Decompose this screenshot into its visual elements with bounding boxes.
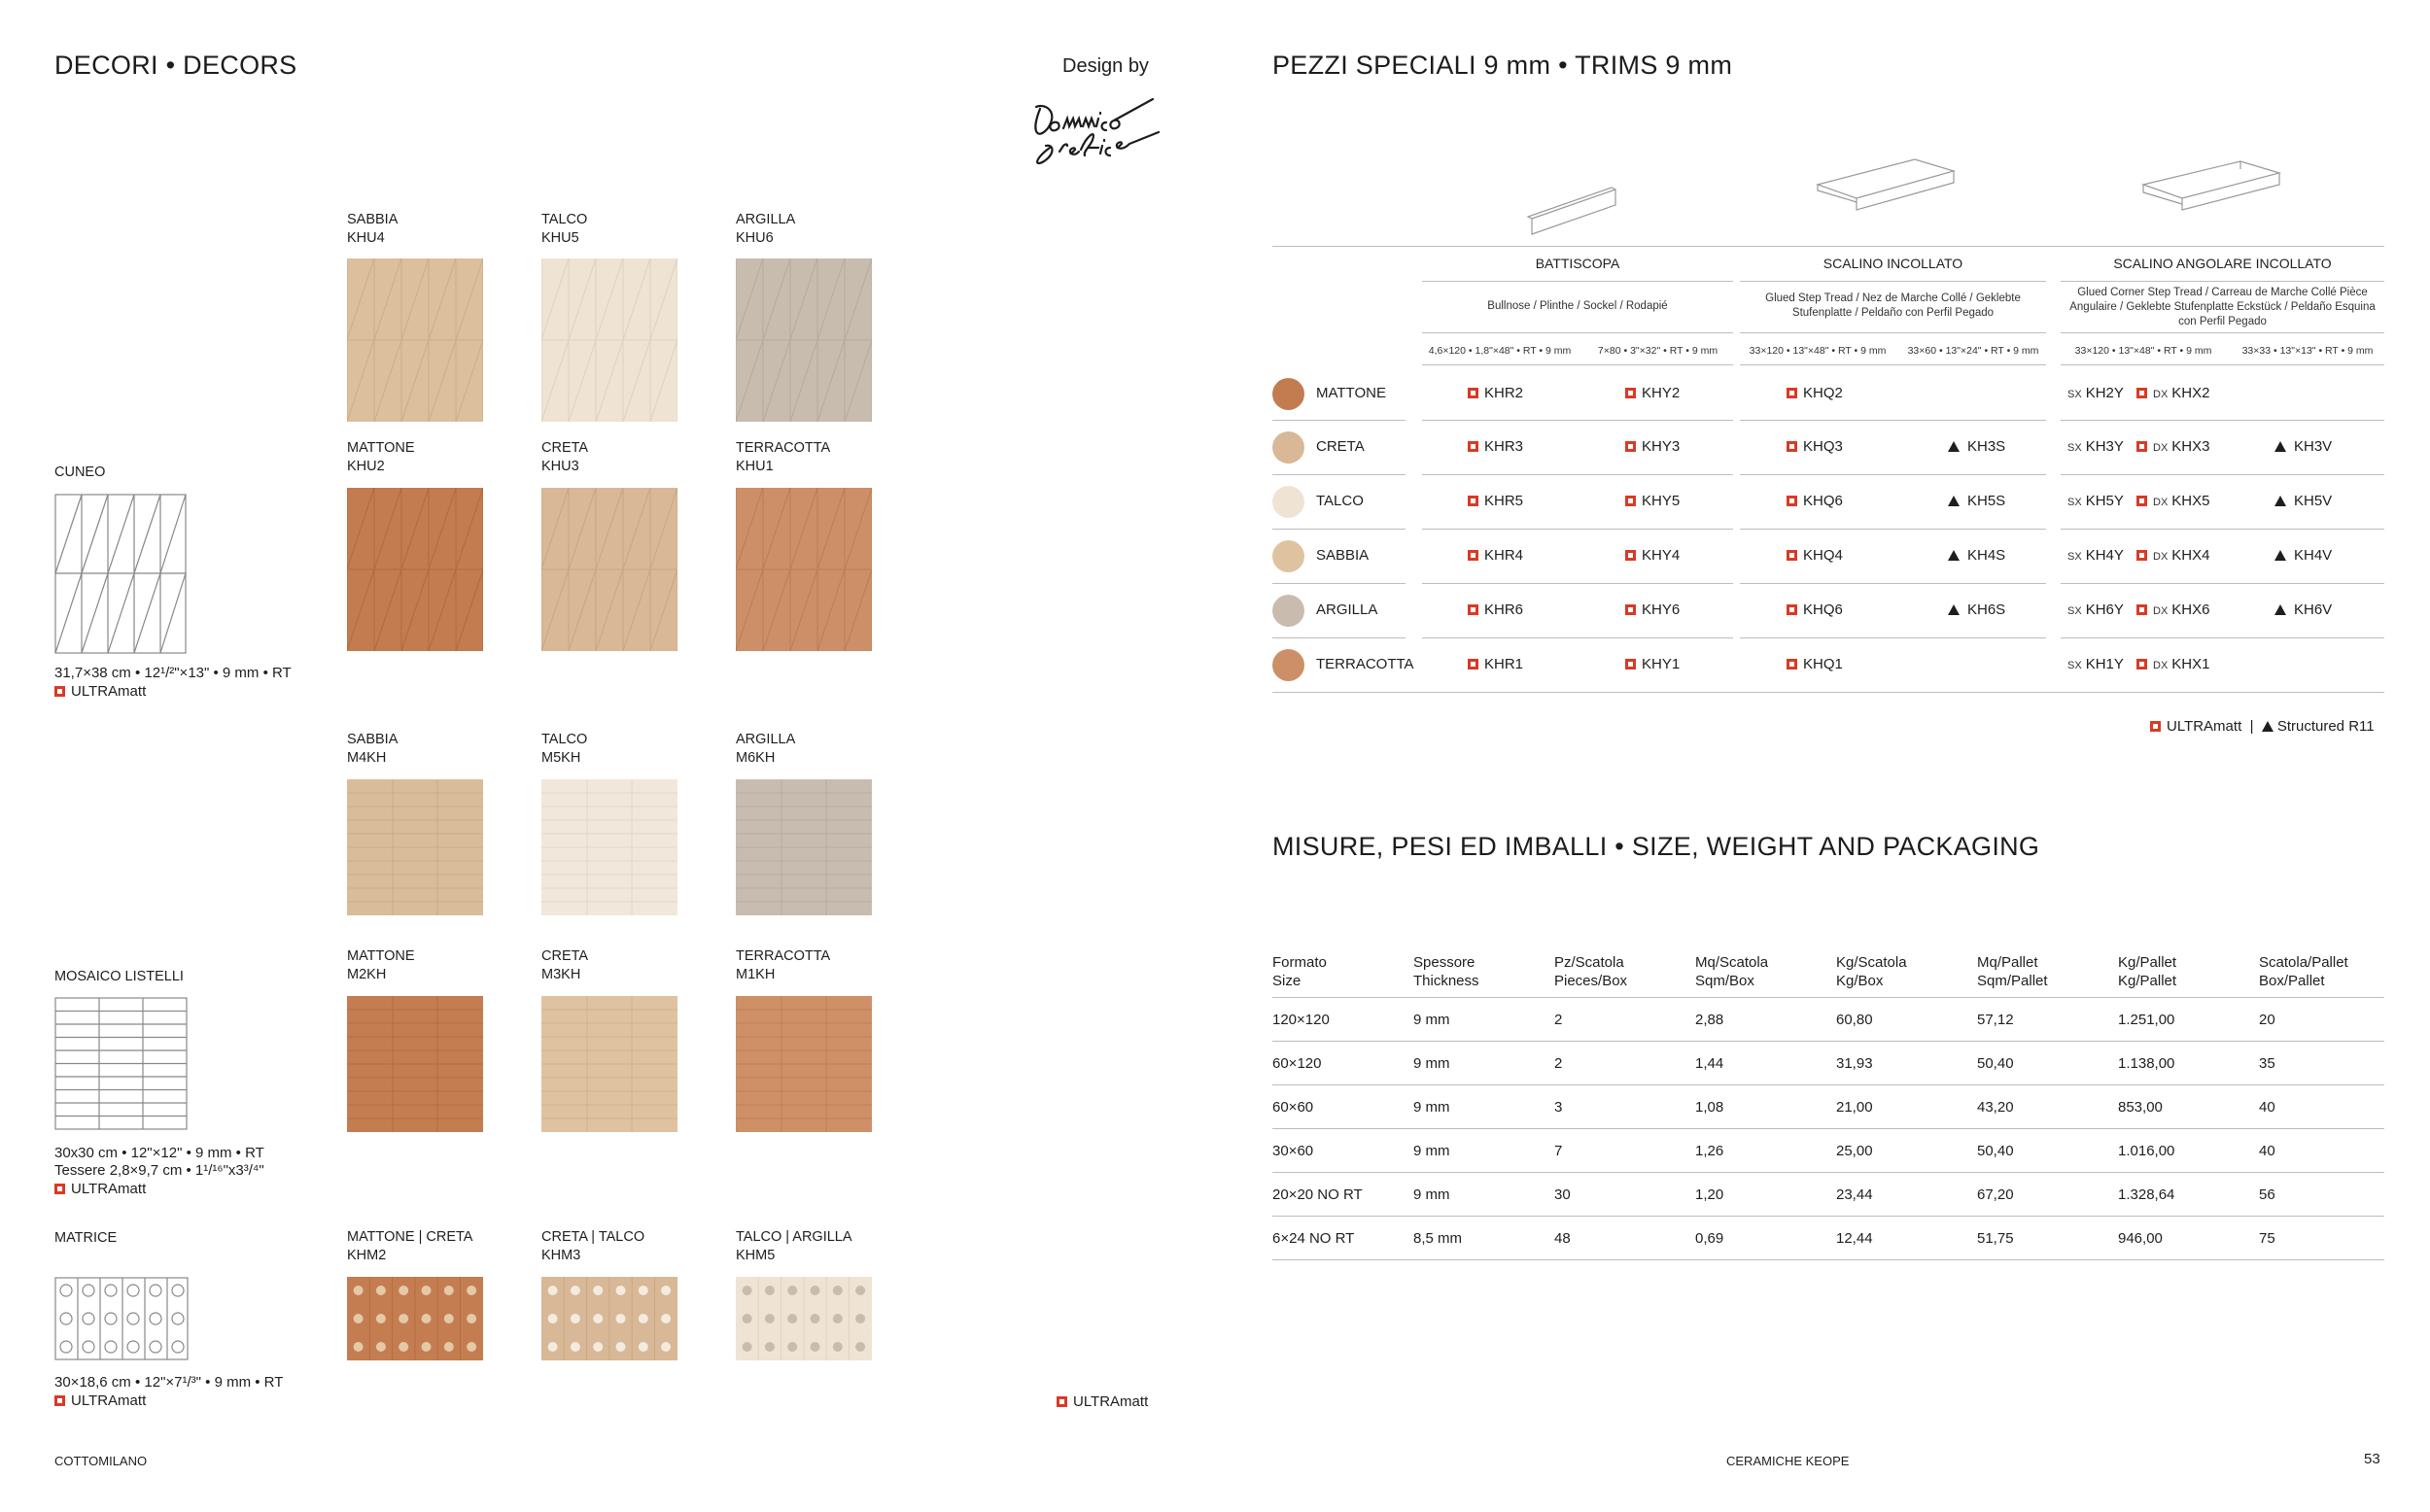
code-cell: DX KHX5 [2136,493,2209,509]
table-cell: 2 [1554,1012,1563,1028]
table-cell: 23,44 [1836,1186,1873,1203]
table-row-divider [1272,1172,2384,1173]
table-cell: 1,44 [1695,1055,1724,1072]
table-cell: 1.138,00 [2118,1055,2175,1072]
group-header-scalino-angolare: SCALINO ANGOLARE INCOLLATO [2113,256,2332,271]
footer-collection: COTTOMILANO [54,1454,148,1468]
table-cell: 9 mm [1413,1055,1450,1072]
table-cell: 946,00 [2118,1230,2163,1247]
ultramatt-icon [1625,604,1636,615]
table-cell: 60,80 [1836,1012,1873,1028]
table-cell: 0,69 [1695,1230,1724,1247]
group-desc-scalino: Glued Step Tread / Nez de Marche Collé / Geklebte Stufenplatte / Peldaño con Perfil Pegado [1765,292,2021,319]
structured-icon [1948,441,1960,452]
table-cell: 75 [2259,1230,2275,1247]
tile-label: MATTONE KHU2 [347,440,415,474]
structured-icon [2274,441,2286,452]
color-swatch-creta [1272,431,1304,464]
size-header: 33×60 • 13"×24" • RT • 9 mm [1907,345,2039,357]
size-header: 4,6×120 • 1,8"×48" • RT • 9 mm [1428,345,1572,357]
ultramatt-icon [1468,388,1478,398]
table-cell: 30×60 [1272,1143,1314,1159]
code-cell: KH5S [1948,493,2005,509]
table-cell: 8,5 mm [1413,1230,1463,1247]
mosaico-finish: ULTRAmatt [54,1181,146,1197]
table-row-divider [1272,1084,2384,1085]
structured-icon [2262,721,2274,732]
tile-label: MATTONE | CRETA KHM2 [347,1229,473,1263]
step-tread-illustration [1808,155,1963,233]
structured-icon [2274,496,2286,506]
tile-label: TALCO KHU5 [541,212,588,246]
table-cell: 20 [2259,1012,2275,1028]
trims-title: PEZZI SPECIALI 9 mm • TRIMS 9 mm [1272,51,1733,80]
cuneo-label: CUNEO [54,464,106,480]
color-swatch-sabbia [1272,540,1304,572]
ultramatt-icon [1468,441,1478,452]
table-cell: 31,93 [1836,1055,1873,1072]
tile-label: ARGILLA M6KH [736,732,796,766]
tile-label: CRETA | TALCO KHM3 [541,1229,645,1263]
code-cell: KHQ6 [1787,601,1843,618]
code-cell: DX KHX2 [2136,385,2209,401]
table-cell: 20×20 NO RT [1272,1186,1363,1203]
code-cell: KHR1 [1468,656,1523,672]
table-cell: 67,20 [1977,1186,2014,1203]
tile-label: MATTONE M2KH [347,948,415,982]
tile-label: SABBIA KHU4 [347,212,399,246]
row-name: TERRACOTTA [1316,656,1414,672]
code-cell: KH4S [1948,547,2005,564]
group-header-battiscopa: BATTISCOPA [1535,256,1620,271]
ultramatt-icon [1468,550,1478,561]
ultramatt-icon [1468,496,1478,506]
ultramatt-icon [2136,604,2147,615]
table-cell: 1,26 [1695,1143,1724,1159]
tile-terracotta-khu1 [736,488,872,651]
table-cell: 9 mm [1413,1143,1450,1159]
size-header: 7×80 • 3"×32" • RT • 9 mm [1597,345,1718,357]
table-cell: 57,12 [1977,1012,2014,1028]
code-cell: KH3V [2274,438,2332,455]
cuneo-finish: ULTRAmatt [54,683,146,700]
group-desc-scalino-angolare: Glued Corner Step Tread / Carreau de Marche Collé Pièce Angulaire / Geklebte Stufenplatte Eckstück / Peldaño Esquina con Perfil Pegado [2069,287,2376,327]
ultramatt-icon [1625,659,1636,670]
table-cell: 1,20 [1695,1186,1724,1203]
code-cell: KHQ1 [1787,656,1843,672]
ultramatt-icon [1057,1396,1067,1407]
ultramatt-icon [1787,604,1797,615]
table-header: Pz/Scatola Pieces/Box [1554,954,1628,989]
size-header: 33×120 • 13"×48" • RT • 9 mm [1749,345,1887,357]
code-cell: SX KH2Y [2067,385,2124,401]
tile-label: TALCO M5KH [541,732,588,766]
code-cell: SX KH5Y [2067,493,2124,509]
tile-talco-argilla-khm5 [736,1277,872,1360]
size-header: 33×120 • 13"×48" • RT • 9 mm [2074,345,2212,357]
code-cell: SX KH1Y [2067,656,2124,672]
matrice-finish: ULTRAmatt [54,1392,146,1409]
table-cell: 1.251,00 [2118,1012,2175,1028]
table-cell: 9 mm [1413,1012,1450,1028]
table-cell: 50,40 [1977,1055,2014,1072]
ultramatt-icon [1625,496,1636,506]
table-header: Kg/Scatola Kg/Box [1836,954,1907,989]
tile-argilla-khu6 [736,258,872,422]
table-cell: 9 mm [1413,1186,1450,1203]
color-swatch-argilla [1272,595,1304,627]
ultramatt-icon [1468,604,1478,615]
table-cell: 25,00 [1836,1143,1873,1159]
code-cell: KHR5 [1468,493,1523,509]
table-row-divider [1272,1216,2384,1217]
code-cell: KHY6 [1625,601,1680,618]
tile-label: TERRACOTTA M1KH [736,948,831,982]
row-name: SABBIA [1316,547,1370,564]
footer-brand: CERAMICHE KEOPE [1726,1454,1850,1468]
ultramatt-icon [1787,550,1797,561]
structured-icon [1948,496,1960,506]
table-cell: 40 [2259,1143,2275,1159]
table-cell: 50,40 [1977,1143,2014,1159]
code-cell: KH6V [2274,601,2332,618]
code-cell: KHQ3 [1787,438,1843,455]
table-cell: 853,00 [2118,1099,2163,1116]
code-cell: KHR2 [1468,385,1523,401]
table-cell: 12,44 [1836,1230,1873,1247]
code-cell: KHR3 [1468,438,1523,455]
ultramatt-icon [1625,388,1636,398]
code-cell: DX KHX4 [2136,547,2209,564]
row-name: ARGILLA [1316,601,1378,618]
code-cell: KHY2 [1625,385,1680,401]
page-number: 53 [2364,1451,2380,1467]
table-cell: 9 mm [1413,1099,1450,1116]
table-cell: 43,20 [1977,1099,2014,1116]
ultramatt-icon [1625,441,1636,452]
bullnose-illustration [1526,180,1623,238]
ultramatt-icon [2150,721,2161,732]
table-header: Kg/Pallet Kg/Pallet [2118,954,2177,989]
matrice-spec: 30×18,6 cm • 12"×7¹/³" • 9 mm • RT [54,1374,284,1391]
code-cell: KHY5 [1625,493,1680,509]
mosaico-spec-2: Tessere 2,8×9,7 cm • 1¹/¹⁶"x3³/⁴" [54,1162,264,1179]
table-cell: 1.016,00 [2118,1143,2175,1159]
table-cell: 2,88 [1695,1012,1724,1028]
tile-label: ARGILLA KHU6 [736,212,796,246]
trims-legend: ULTRAmatt | Structured R11 [2150,718,2375,735]
tile-label: TALCO | ARGILLA KHM5 [736,1229,852,1263]
code-cell: KHQ6 [1787,493,1843,509]
code-cell: KHR4 [1468,547,1523,564]
table-header: Mq/Pallet Sqm/Pallet [1977,954,2048,989]
color-swatch-mattone [1272,378,1304,410]
designer-signature [1021,89,1186,167]
code-cell: SX KH3Y [2067,438,2124,455]
ultramatt-icon [2136,659,2147,670]
table-cell: 1.328,64 [2118,1186,2175,1203]
ultramatt-icon [2136,388,2147,398]
ultramatt-icon [2136,550,2147,561]
ultramatt-icon [1468,659,1478,670]
mosaico-spec-1: 30x30 cm • 12"×12" • 9 mm • RT [54,1145,264,1161]
table-cell: 21,00 [1836,1099,1873,1116]
table-header: Scatola/Pallet Box/Pallet [2259,954,2348,989]
ultramatt-icon [1787,441,1797,452]
code-cell: KH6S [1948,601,2005,618]
ultramatt-icon [54,1395,65,1406]
tile-mattone-khu2 [347,488,483,651]
tile-mattone-m2kh [347,996,483,1132]
group-header-scalino: SCALINO INCOLLATO [1822,256,1963,271]
ultramatt-icon [54,1184,65,1194]
table-cell: 48 [1554,1230,1571,1247]
code-cell: KHY1 [1625,656,1680,672]
cuneo-spec: 31,7×38 cm • 12¹/²"×13" • 9 mm • RT [54,665,292,681]
tile-label: TERRACOTTA KHU1 [736,440,831,474]
table-cell: 7 [1554,1143,1563,1159]
ultramatt-icon [54,686,65,697]
code-cell: DX KHX1 [2136,656,2209,672]
tile-talco-m5kh [541,779,677,915]
group-desc-battiscopa: Bullnose / Plinthe / Sockel / Rodapié [1487,300,1668,312]
code-cell: KHY3 [1625,438,1680,455]
mosaico-pattern-diagram [54,997,188,1130]
table-cell: 56 [2259,1186,2275,1203]
size-header: 33×33 • 13"×13" • RT • 9 mm [2241,345,2374,357]
code-cell: KH4V [2274,547,2332,564]
table-row-divider [1272,1128,2384,1129]
row-name: MATTONE [1316,385,1386,401]
code-cell: KHQ4 [1787,547,1843,564]
code-cell: KH5V [2274,493,2332,509]
code-cell: KHY4 [1625,547,1680,564]
table-row-divider [1272,1041,2384,1042]
row-name: CRETA [1316,438,1365,455]
table-header: Formato Size [1272,954,1327,989]
ultramatt-icon [1625,550,1636,561]
table-cell: 2 [1554,1055,1563,1072]
code-cell: DX KHX6 [2136,601,2209,618]
matrice-label: MATRICE [54,1230,118,1246]
tile-terracotta-m1kh [736,996,872,1132]
code-cell: SX KH4Y [2067,547,2124,564]
table-cell: 35 [2259,1055,2275,1072]
cuneo-pattern-diagram [54,494,187,654]
code-cell: KHQ2 [1787,385,1843,401]
tile-creta-talco-khm3 [541,1277,677,1360]
ultramatt-icon [2136,441,2147,452]
table-cell: 120×120 [1272,1012,1330,1028]
structured-icon [1948,604,1960,615]
table-cell: 60×120 [1272,1055,1322,1072]
row-name: TALCO [1316,493,1364,509]
ultramatt-icon [1787,659,1797,670]
matrice-pattern-diagram [54,1277,189,1360]
tile-sabbia-m4kh [347,779,483,915]
ultramatt-icon [2136,496,2147,506]
structured-icon [2274,604,2286,615]
tile-creta-khu3 [541,488,677,651]
tile-talco-khu5 [541,258,677,422]
table-cell: 40 [2259,1099,2275,1116]
tile-label: CRETA KHU3 [541,440,589,474]
tile-mattone-creta-khm2 [347,1277,483,1360]
ultramatt-icon [1787,496,1797,506]
tile-label: CRETA M3KH [541,948,589,982]
code-cell: KH3S [1948,438,2005,455]
table-cell: 60×60 [1272,1099,1314,1116]
table-row-divider [1272,1259,2384,1260]
code-cell: SX KH6Y [2067,601,2124,618]
structured-icon [2274,550,2286,561]
structured-icon [1948,550,1960,561]
tile-label: SABBIA M4KH [347,732,399,766]
ultramatt-icon [1787,388,1797,398]
table-cell: 51,75 [1977,1230,2014,1247]
packaging-title: MISURE, PESI ED IMBALLI • SIZE, WEIGHT AND PACKAGING [1272,832,2040,861]
color-swatch-talco [1272,486,1304,518]
tile-argilla-m6kh [736,779,872,915]
code-cell: DX KHX3 [2136,438,2209,455]
table-cell: 1,08 [1695,1099,1724,1116]
table-cell: 6×24 NO RT [1272,1230,1355,1247]
table-cell: 30 [1554,1186,1571,1203]
ultramatt-note: ULTRAmatt [1057,1393,1148,1410]
design-by-label: Design by [1062,55,1149,77]
table-cell: 3 [1554,1099,1563,1116]
corner-step-illustration [2134,155,2289,233]
tile-creta-m3kh [541,996,677,1132]
mosaico-label: MOSAICO LISTELLI [54,969,184,984]
page-title-decors: DECORI • DECORS [54,51,297,80]
color-swatch-terracotta [1272,649,1304,681]
table-header: Spessore Thickness [1413,954,1479,989]
code-cell: KHR6 [1468,601,1523,618]
tile-sabbia-khu4 [347,258,483,422]
table-header: Mq/Scatola Sqm/Box [1695,954,1769,989]
